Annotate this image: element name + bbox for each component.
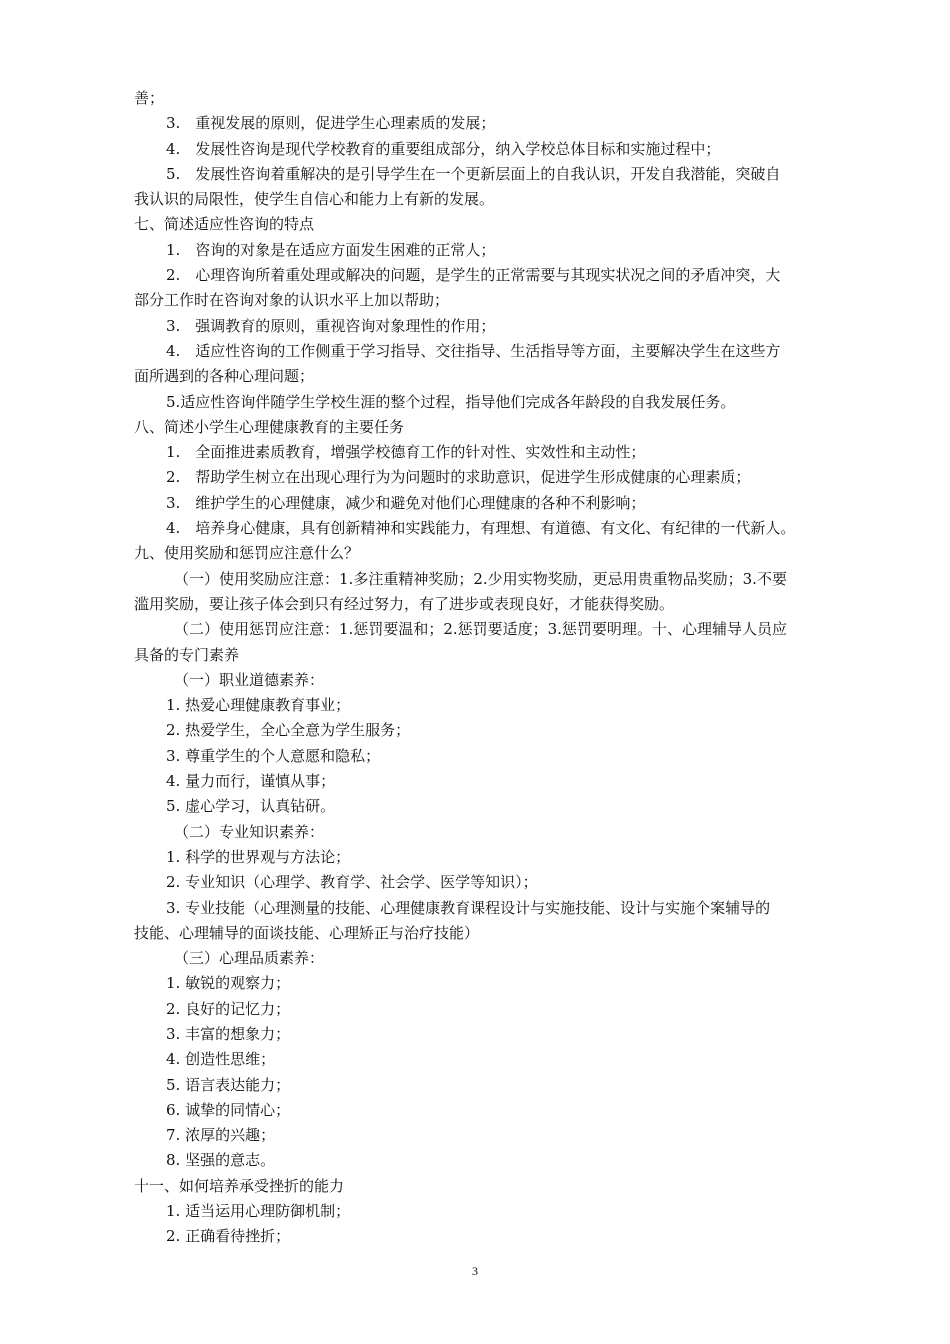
- text-line-p6-5b: 我认识的局限性，使学生自信心和能力上有新的发展。: [134, 190, 495, 209]
- text-line-p10-1-1: 1. 热爱心理健康教育事业；: [166, 696, 351, 715]
- text-line-p8-1: 1. 全面推进素质教育，增强学校德育工作的针对性、实效性和主动性；: [166, 443, 646, 462]
- text-line-p7-3: 3. 强调教育的原则，重视咨询对象理性的作用；: [166, 316, 496, 335]
- text-line-p9-1a: （一）使用奖励应注意：1.多注重精神奖励；2.少用实物奖励，更忌用贵重物品奖励；3.不要: [174, 569, 787, 588]
- text-line-p11-2: 2. 正确看待挫折；: [166, 1227, 291, 1246]
- text-line-p10-1-2: 2. 热爱学生，全心全意为学生服务；: [166, 721, 411, 740]
- text-line-p10-1-3: 3. 尊重学生的个人意愿和隐私；: [166, 746, 381, 765]
- text-line-p10-3-3: 3. 丰富的想象力；: [166, 1024, 291, 1043]
- text-line-p9-2a: （二）使用惩罚应注意：1.惩罚要温和；2.惩罚要适度；3.惩罚要明理。十、心理辅导人员应: [174, 620, 787, 639]
- text-line-h11: 十一、如何培养承受挫折的能力: [134, 1176, 345, 1195]
- text-line-p8-2: 2. 帮助学生树立在出现心理行为为问题时的求助意识，促进学生形成健康的心理素质；: [166, 468, 751, 487]
- text-line-p10-2-2: 2. 专业知识（心理学、教育学、社会学、医学等知识）；: [166, 873, 538, 892]
- text-line-p10-3-8: 8. 坚强的意志。: [166, 1151, 276, 1170]
- text-line-p10-3-7: 7. 浓厚的兴趣；: [166, 1126, 276, 1145]
- text-line-p10-3-5: 5. 语言表达能力；: [166, 1075, 291, 1094]
- text-line-p10-3-2: 2. 良好的记忆力；: [166, 999, 291, 1018]
- text-line-p10-1-4: 4. 量力而行，谨慎从事；: [166, 772, 336, 791]
- text-line-p10-3-4: 4. 创造性思维；: [166, 1050, 276, 1069]
- text-line-s10-2: （二）专业知识素养：: [174, 822, 325, 841]
- text-line-p7-5: 5.适应性咨询伴随学生学校生涯的整个过程，指导他们完成各年龄段的自我发展任务。: [166, 392, 736, 411]
- text-line-p10-1-5: 5. 虚心学习，认真钻研。: [166, 797, 336, 816]
- text-line-p7-2a: 2. 心理咨询所着重处理或解决的问题，是学生的正常需要与其现实状况之间的矛盾冲突，大: [166, 266, 781, 285]
- text-line-p7-4b: 面所遇到的各种心理问题；: [134, 367, 315, 386]
- text-line-p7-4a: 4. 适应性咨询的工作侧重于学习指导、交往指导、生活指导等方面，主要解决学生在这些方: [166, 341, 781, 360]
- text-line-p9-1b: 滥用奖励，要让孩子体会到只有经过努力，有了进步或表现良好，才能获得奖励。: [134, 594, 675, 613]
- document-body: [134, 86, 864, 1250]
- text-line-h9: 九、使用奖励和惩罚应注意什么？: [134, 544, 360, 563]
- text-line-p8-4: 4. 培养身心健康，具有创新精神和实践能力，有理想、有道德、有文化、有纪律的一代新人。: [166, 519, 796, 538]
- text-line-p10-3-6: 6. 诚挚的同情心；: [166, 1100, 291, 1119]
- text-line-p6-3: 3. 重视发展的原则，促进学生心理素质的发展；: [166, 114, 496, 133]
- text-line-p10-2-3a: 3. 专业技能（心理测量的技能、心理健康教育课程设计与实施技能、设计与实施个案辅导的: [166, 898, 771, 917]
- text-line-p11-1: 1. 适当运用心理防御机制；: [166, 1202, 351, 1221]
- text-line-p10-3-1: 1. 敏锐的观察力；: [166, 974, 291, 993]
- text-line-p6-4: 4. 发展性咨询是现代学校教育的重要组成部分，纳入学校总体目标和实施过程中；: [166, 139, 721, 158]
- text-line-p10-2-3b: 技能、心理辅导的面谈技能、心理矫正与治疗技能）: [134, 923, 480, 942]
- text-line-p6-5a: 5. 发展性咨询着重解决的是引导学生在一个更新层面上的自我认识，开发自我潜能，突破自: [166, 164, 781, 183]
- text-line-p10-2-1: 1. 科学的世界观与方法论；: [166, 847, 351, 866]
- text-line-p9-2b: 具备的专门素养: [134, 645, 240, 664]
- page-number: 3: [472, 1264, 478, 1278]
- text-line-p6-cont: 善；: [134, 89, 165, 107]
- text-line-s10-1: （一）职业道德素养：: [174, 670, 325, 689]
- text-line-h7: 七、简述适应性咨询的特点: [134, 215, 315, 234]
- text-line-p7-2b: 部分工作时在咨询对象的认识水平上加以帮助；: [134, 291, 450, 310]
- text-line-p8-3: 3. 维护学生的心理健康，减少和避免对他们心理健康的各种不利影响；: [166, 493, 646, 512]
- text-line-p7-1: 1. 咨询的对象是在适应方面发生困难的正常人；: [166, 240, 496, 259]
- text-line-h8: 八、简述小学生心理健康教育的主要任务: [134, 417, 405, 436]
- text-line-s10-3: （三）心理品质素养：: [174, 949, 325, 968]
